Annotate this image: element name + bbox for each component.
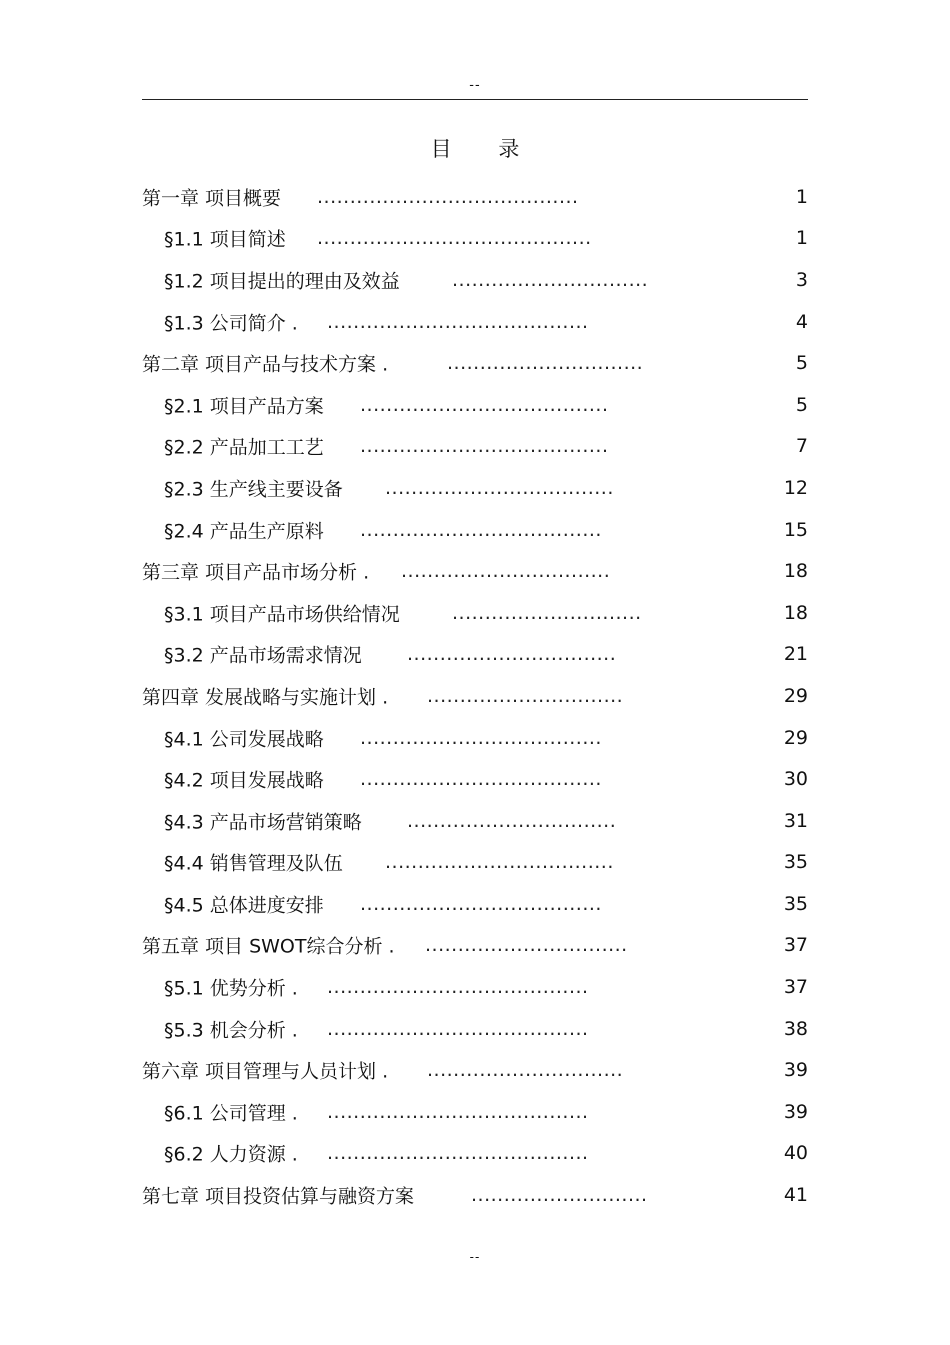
toc-section-row[interactable] [142,592,808,634]
toc-entry-label: §2.1 项目产品方案 [164,395,324,418]
toc-page-number: 40 [783,1142,808,1165]
table-of-contents [142,176,808,1216]
toc-page-number: 5 [795,393,808,416]
toc-page-number: 41 [783,1184,808,1207]
header-mark: -- [469,78,481,93]
toc-entry-label: §4.4 销售管理及队伍 [164,852,343,875]
toc-entry-label: §1.1 项目简述 [164,228,286,251]
toc-page-number: 29 [783,684,808,707]
toc-page-number: 38 [783,1017,808,1040]
toc-page-number: 1 [795,185,808,208]
toc-entry-label: §4.2 项目发展战略 [164,769,324,792]
toc-page-number: 4 [795,310,808,333]
toc-entry-label: §2.3 生产线主要设备 [164,478,343,501]
toc-dot-leader: ................................ [407,643,617,666]
toc-page-number: 21 [783,643,808,666]
toc-chapter-row[interactable] [142,176,808,218]
toc-page-number: 39 [783,1100,808,1123]
toc-dot-leader: ........................................ [327,1017,589,1040]
toc-dot-leader: ..................................... [360,892,602,915]
toc-chapter-row[interactable] [142,342,808,384]
toc-chapter-row[interactable] [142,1174,808,1216]
toc-page-number: 7 [795,435,808,458]
toc-section-row[interactable] [142,800,808,842]
toc-entry-label: §3.2 产品市场需求情况 [164,644,362,667]
toc-dot-leader: .............................. [427,684,624,707]
toc-page-number: 3 [795,268,808,291]
toc-section-row[interactable] [142,966,808,1008]
toc-entry-label: 第三章 项目产品市场分析 . [142,561,370,584]
toc-entry-label: §2.2 产品加工工艺 [164,436,324,459]
toc-dot-leader: ........................................ [327,1100,589,1123]
toc-dot-leader: .......................................... [317,227,592,250]
toc-section-row[interactable] [142,259,808,301]
toc-dot-leader: ........................... [471,1184,648,1207]
toc-page-number: 29 [783,726,808,749]
toc-page-number: 12 [783,476,808,499]
toc-section-row[interactable] [142,1091,808,1133]
header-rule [142,99,808,100]
toc-dot-leader: ........................................ [327,976,589,999]
toc-entry-label: 第二章 项目产品与技术方案 . [142,353,389,376]
toc-entry-label: §2.4 产品生产原料 [164,520,324,543]
toc-dot-leader: ................................... [385,476,614,499]
toc-page-number: 37 [783,934,808,957]
toc-page-number: 35 [783,892,808,915]
toc-dot-leader: ..................................... [360,726,602,749]
toc-dot-leader: .............................. [447,352,644,375]
toc-page-number: 39 [783,1059,808,1082]
toc-entry-label: 第一章 项目概要 [142,187,282,210]
toc-page-number: 18 [783,601,808,624]
toc-entry-label: §1.3 公司简介 . [164,312,298,335]
toc-section-row[interactable] [142,1133,808,1175]
toc-title: 目 录 [430,137,540,161]
toc-section-row[interactable] [142,426,808,468]
toc-dot-leader: .............................. [427,1059,624,1082]
toc-entry-label: §4.1 公司发展战略 [164,728,324,751]
toc-section-row[interactable] [142,758,808,800]
toc-entry-label: §5.3 机会分析 . [164,1019,298,1042]
toc-chapter-row[interactable] [142,925,808,967]
toc-section-row[interactable] [142,842,808,884]
toc-entry-label: §4.3 产品市场营销策略 [164,811,362,834]
toc-page-number: 31 [783,809,808,832]
toc-dot-leader: ........................................ [327,310,589,333]
toc-entry-label: §6.2 人力资源 . [164,1143,298,1166]
toc-dot-leader: ................................... [385,851,614,874]
toc-dot-leader: ...................................... [360,393,609,416]
toc-section-row[interactable] [142,1008,808,1050]
toc-entry-label: §3.1 项目产品市场供给情况 [164,603,400,626]
toc-section-row[interactable] [142,509,808,551]
toc-entry-label: §6.1 公司管理 . [164,1102,298,1125]
toc-dot-leader: ........................................ [317,185,579,208]
toc-chapter-row[interactable] [142,675,808,717]
toc-dot-leader: ............................... [425,934,628,957]
toc-section-row[interactable] [142,883,808,925]
toc-entry-label: 第五章 项目 SWOT综合分析 . [142,935,395,958]
toc-dot-leader: ................................ [407,809,617,832]
toc-entry-label: 第四章 发展战略与实施计划 . [142,686,389,709]
toc-chapter-row[interactable] [142,550,808,592]
toc-dot-leader: ............................. [452,601,642,624]
toc-section-row[interactable] [142,384,808,426]
toc-page-number: 5 [795,352,808,375]
toc-page-number: 15 [783,518,808,541]
toc-dot-leader: ...................................... [360,435,609,458]
toc-dot-leader: .............................. [452,268,649,291]
toc-page-number: 1 [795,227,808,250]
toc-dot-leader: ..................................... [360,768,602,791]
toc-dot-leader: ..................................... [360,518,602,541]
toc-dot-leader: ................................ [401,560,611,583]
toc-entry-label: 第六章 项目管理与人员计划 . [142,1060,389,1083]
toc-entry-label: 第七章 项目投资估算与融资方案 [142,1185,415,1208]
toc-page-number: 30 [783,768,808,791]
toc-page-number: 37 [783,976,808,999]
toc-entry-label: §4.5 总体进度安排 [164,894,324,917]
toc-page-number: 35 [783,851,808,874]
toc-section-row[interactable] [142,467,808,509]
toc-section-row[interactable] [142,634,808,676]
toc-dot-leader: ........................................ [327,1142,589,1165]
toc-section-row[interactable] [142,218,808,260]
toc-chapter-row[interactable] [142,1049,808,1091]
toc-entry-label: §1.2 项目提出的理由及效益 [164,270,400,293]
footer-mark: -- [469,1250,481,1264]
toc-section-row[interactable] [142,301,808,343]
toc-entry-label: §5.1 优势分析 . [164,977,298,1000]
toc-section-row[interactable] [142,717,808,759]
toc-page-number: 18 [783,560,808,583]
